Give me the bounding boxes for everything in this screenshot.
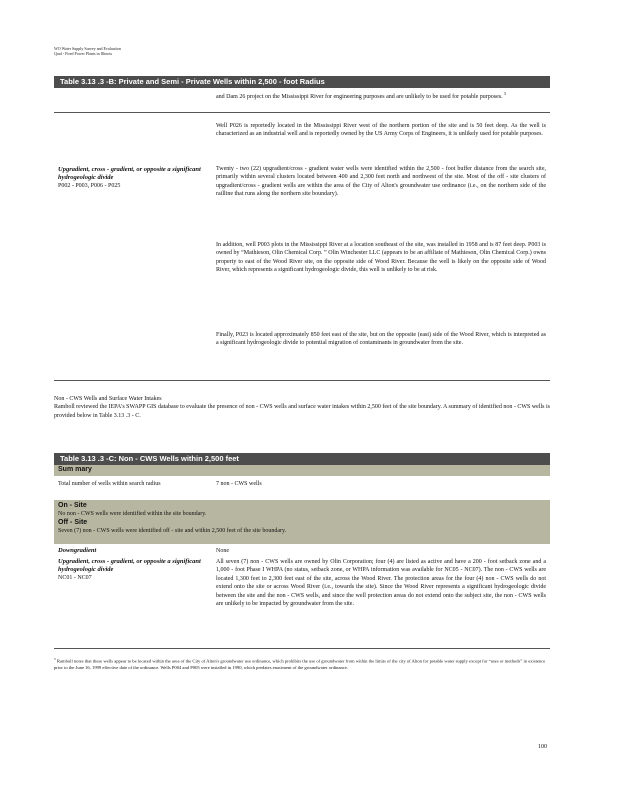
- upgradient-label-block: [58, 558, 208, 582]
- upgradient-text: All seven (7) non - CWS wells are owned by Olin Corporation; four (4) are listed as active and have a 200 - foot setback zone and a 1,000 - foot Phase I WHPA (no status, setback zone, or WHPA information was available for NC05 - NC07). The non - CWS wells are located 1,300 feet to 2,300 feet east of the site, across the Wood River. The protection areas for the four (4) non - CWS wells do not extend onto the site or across Wood River (i.e., towards the site). Since the Wood River represents a significant hydrogeologic divide between the site and the non - CWS wells, and since the well protection areas do not extend onto the subject site, the non - CWS wells are unlikely to be impacted by groundwater from the site.: [216, 559, 546, 608]
- table-c-title: Table 3.13 .3 -C: Non - CWS Wells within 2,500 feet: [54, 453, 550, 465]
- paragraph-p026: Well P026 is reportedly located in the Mississippi River west of the northern portion of the site and is 50 feet deep. As the well is characterized as an industrial well and is reportedly owned by the US Army Corps of Engineers, it is unlikely used for potable purposes.: [216, 123, 546, 138]
- divider: [54, 648, 550, 649]
- onsite-text: No non - CWS wells were identified within the site boundary.: [58, 511, 207, 517]
- table-b-title: Table 3.13 .3 -B: Private and Semi - Private Wells within 2,500 - foot Radius: [54, 76, 550, 88]
- row-label-title: Upgradient, cross - gradient, or opposite a significant hydrogeologic divide: [58, 166, 201, 181]
- downgradient-label: Downgradient: [58, 547, 97, 554]
- row-label-wells: P002 - P003, P006 - P025: [58, 183, 121, 189]
- header-line-2: Qual - Fired Power Plants in Illinois: [54, 51, 112, 56]
- page-number: 100: [538, 744, 547, 750]
- footnote-text: Ramboll notes that these wells appear to be located within the area of the City of Alton's groundwater use ordinance, which prohibits the use of groundwater from within the limits of the city of Alton for potable water supply except for “uses or methods” in existence prior to the June 16, 1999 effective date of the ordinance. Wells P004 and P005 were installed in 1990, which predates enactment of the groundwater ordinance.: [54, 658, 546, 670]
- paragraph-upgradient: Twenty - two (22) upgradient/cross - gradient water wells were identified within the 2,500 - foot buffer distance from the search site, primarily within several clusters located between 400 and 2,300 feet north and northwest of the site. Most of the off - site clusters of upgradient/cross - gradient wells are within the area of the City of Alton's groundwater use ordinance (i.e., on the northern side of the railline that runs along the northern site boundary).: [216, 166, 546, 198]
- offsite-heading: Off - Site: [58, 519, 88, 527]
- summary-row: Sum mary: [54, 465, 550, 476]
- footnote-marker: 5: [504, 91, 507, 96]
- section-heading: Non - CWS Wells and Surface Water Intakes: [54, 396, 162, 402]
- non-cws-section: [54, 395, 550, 420]
- divider: [54, 380, 550, 381]
- header-line-1: WO Water Supply Survey and Evaluation: [54, 46, 121, 51]
- table-b-row-label: [58, 166, 208, 190]
- downgradient-value: None: [216, 548, 229, 554]
- upgradient-wells: NC01 - NC07: [58, 575, 92, 581]
- footnote-number: 5: [54, 657, 56, 661]
- upgradient-row: [54, 557, 550, 643]
- downgradient-row: [54, 546, 550, 556]
- onsite-heading: On - Site: [58, 502, 87, 509]
- footnote: [54, 656, 550, 671]
- site-block: [54, 500, 550, 544]
- table-b-intro: and Dam 26 project on the Mississippi River for engineering purposes and are unlikely to be used for potable purposes. $^5$: [216, 91, 507, 100]
- upgradient-label: Upgradient, cross - gradient, or opposite a significant hydrogeologic divide: [58, 558, 201, 573]
- total-row: [54, 478, 550, 498]
- total-label: Total number of wells within search radius: [58, 481, 161, 487]
- paragraph-p003: In addition, well P003 plots in the Mississippi River at a location southeast of the site, was installed in 1958 and is 87 feet deep. P003 is owned by “Mathieson, Olin Chemical Corp. ” Olin Winchester LLC (appears to be an affiliate of Mathieson, Olin Chemical Corp.) owns property to east of the Wood River site, on the opposite side of Wood River. Because the well is likely on the opposite side of Wood River, which represents a significant hydrogeologic divide, this well is unlikely to be at risk.: [216, 242, 546, 274]
- divider: [54, 112, 550, 113]
- offsite-text: Seven (7) non - CWS wells were identified off - site and within 2,500 feet of the site boundary.: [58, 528, 287, 535]
- document-header: [54, 46, 254, 56]
- section-body: Ramboll reviewed the IEPA's SWAPP GIS database to evaluate the presence of non - CWS wells and surface water intakes within 2,500 feet of the site boundary. A summary of identified non - CWS wells is provided below in Table 3.13 .3 - C.: [54, 404, 550, 419]
- total-value: 7 non - CWS wells: [216, 481, 262, 487]
- paragraph-p023: Finally, P023 is located approximately 850 feet east of the site, but on the opposite (east) side of the Wood River, which is interpreted as a significant hydrogeologic divide to potential migration of contaminants in groundwater from the site.: [216, 332, 546, 347]
